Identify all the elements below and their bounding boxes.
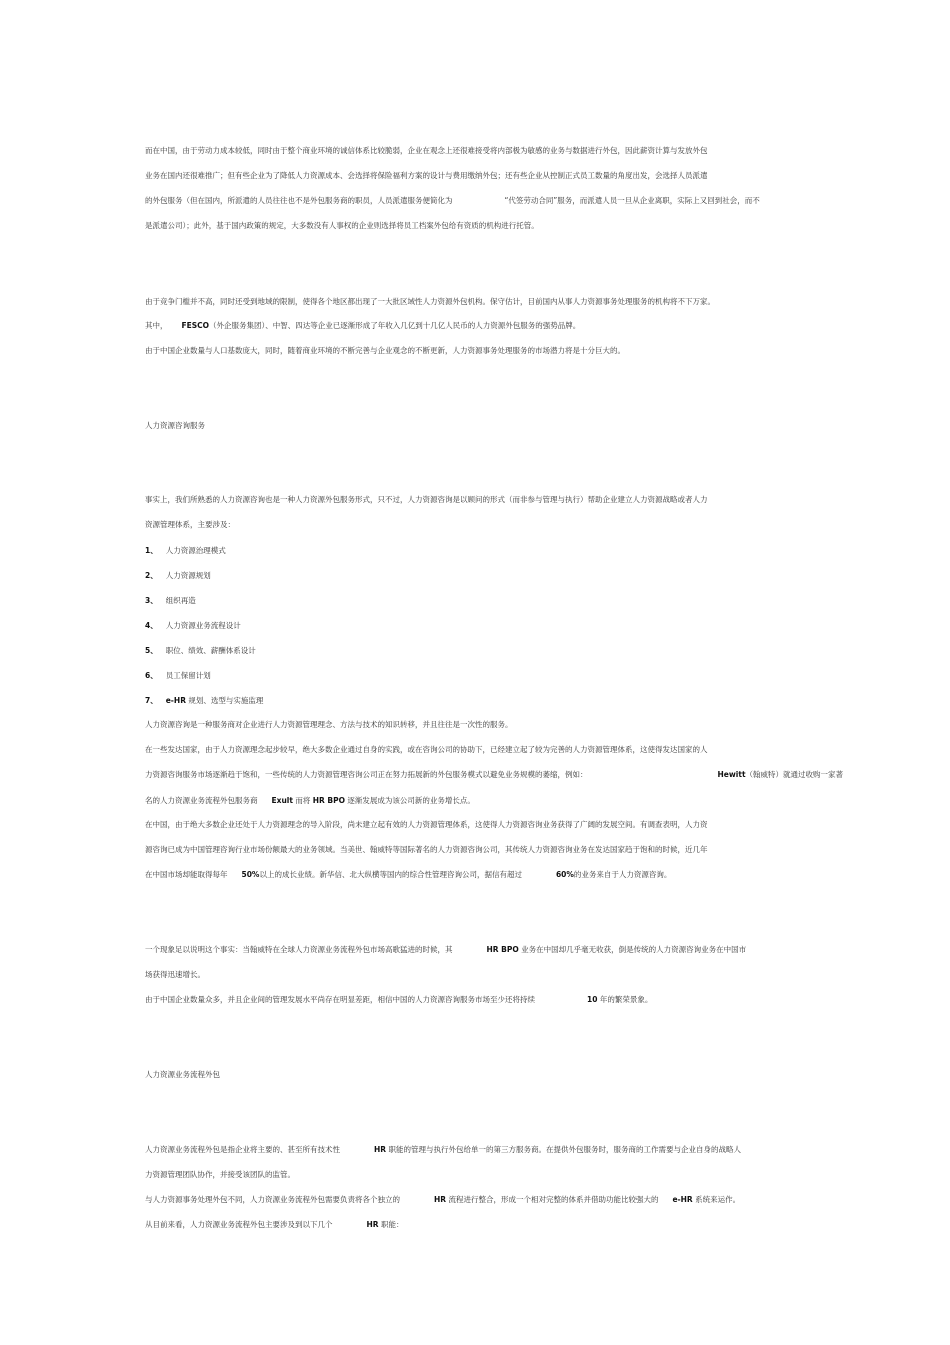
text-segment: 的外包服务（但在国内，所派遣的人员往往也不是外包服务商的职员，人员派遣服务便简化为 (145, 196, 453, 205)
text-line (145, 796, 805, 806)
text-line: 场获得迅速增长。 (145, 970, 205, 979)
text-line: 业务在国内还很难推广；但有些企业为了降低人力资源成本、会选择将保险福利方案的设计与费用缴纳外包；还有些企业从控制正式员工数量的角度出发，会选择人员派遣 (145, 171, 708, 180)
list-text: 职位、绩效、薪酬体系设计 (165, 646, 256, 655)
text-line (145, 1220, 805, 1230)
text-segment: 其中， (145, 321, 168, 330)
text-bold: 60% (555, 870, 574, 879)
text-segment: 力资源咨询服务市场逐渐趋于饱和，一些传统的人力资源管理咨询公司正在努力拓展新的外包服务模式以避免业务规模的萎缩，例如： (145, 770, 588, 779)
list-item (145, 621, 805, 631)
list-number: 2、 (145, 571, 158, 580)
text-segment: 业务在中国却几乎毫无收获，倒是传统的人力资源咨询业务在中国市 (521, 945, 747, 954)
list-number: 6、 (145, 671, 158, 680)
text-segment: 年的繁荣景象。 (599, 995, 653, 1004)
list-item (145, 646, 805, 656)
text-segment: （外企服务集团）、中智、四达等企业已逐渐形成了年收入几亿到十几亿人民币的人力资源外包服务的强势品牌。 (209, 321, 581, 330)
text-segment: ”服务，而派遣人员一旦从企业离职，实际上又回到社会，而不 (553, 196, 760, 205)
list-text: 规划、选型与实施监理 (188, 696, 264, 705)
list-item (145, 546, 805, 556)
text-bold: HR BPO (312, 796, 346, 805)
text-line: 的外包服务（但在国内，所派遣的人员往往也不是外包服务商的职员，人员派遣服务便简化为 “代签劳动合同”服务，而派遣人员一旦从企业离职，实际上又回到社会，而不 (145, 196, 760, 205)
list-text: 人力资源业务流程设计 (165, 621, 241, 630)
text-segment: 以上的成长业绩。新华信、北大纵横等国内的综合性管理咨询公司，据信有超过 (259, 870, 522, 879)
text-segment: 与人力资源事务处理外包不同，人力资源业务流程外包需要负责将各个独立的 (145, 1195, 400, 1204)
text-segment: 代签劳动合同 (508, 196, 554, 205)
text-bold: HR (374, 1145, 387, 1154)
text-line: 人力资源咨询是一种服务商对企业进行人力资源管理理念、方法与技术的知识转移，并且往往是一次性的服务。 (145, 720, 513, 729)
list-item (145, 596, 805, 606)
list-text: 人力资源规划 (165, 571, 211, 580)
text-line: 由于中国企业数量与人口基数庞大，同时，随着商业环境的不断完善与企业观念的不断更新，人力资源事务处理服务的市场潜力将是十分巨大的。 (145, 346, 625, 355)
text-segment: 而将 (295, 796, 311, 805)
text-line: 在一些发达国家，由于人力资源理念起步较早，绝大多数企业通过自身的实践，或在咨询公司的协助下，已经建立起了较为完善的人力资源管理体系，这使得发达国家的人 (145, 745, 708, 754)
text-line (145, 321, 805, 331)
text-segment: 一个现象足以说明这个事实：当翰威特在全球人力资源业务流程外包市场高歌猛进的时候，其 (145, 945, 453, 954)
list-number: 5、 (145, 646, 158, 655)
text-line (145, 1145, 805, 1155)
text-line: 源咨询已成为中国管理咨询行业市场份额最大的业务领域。当美世、翰威特等国际著名的人力资源咨询公司，其传统人力资源咨询业务在发达国家趋于饱和的时候，近几年 (145, 845, 708, 854)
text-bold: FESCO (181, 321, 210, 330)
section-heading: 人力资源业务流程外包 (145, 1070, 220, 1079)
text-segment: 的业务来自于人力资源咨询。 (573, 870, 672, 879)
text-bold: e-HR (672, 1195, 693, 1204)
text-segment: 逐渐发展成为该公司新的业务增长点。 (347, 796, 475, 805)
text-segment: 流程进行整合，形成一个相对完整的体系并借助功能比较强大的 (448, 1195, 659, 1204)
list-number: 4、 (145, 621, 158, 630)
text-line (145, 1195, 805, 1205)
section-heading: 人力资源咨询服务 (145, 421, 205, 430)
text-segment: 人力资源业务流程外包是指企业将主要的、甚至所有技术性 (145, 1145, 340, 1154)
list-number: 7、 (145, 696, 158, 705)
text-bold: 10 (587, 995, 598, 1004)
text-line: 事实上，我们所熟悉的人力资源咨询也是一种人力资源外包服务形式，只不过，人力资源咨询是以顾问的形式（而非参与管理与执行）帮助企业建立人力资源战略或者人力 (145, 495, 708, 504)
text-segment: 职能： (380, 1220, 404, 1229)
text-bold: 50% (241, 870, 260, 879)
text-line (145, 945, 805, 955)
text-line: 是派遣公司）；此外，基于国内政策的规定，大多数没有人事权的企业则选择将员工档案外包给有资质的机构进行托管。 (145, 221, 539, 230)
text-line (145, 995, 805, 1005)
text-bold: HR (366, 1220, 379, 1229)
text-segment: 名的人力资源业务流程外包服务商 (145, 796, 258, 805)
text-bold: HR (434, 1195, 447, 1204)
text-segment: 从目前来看，人力资源业务流程外包主要涉及到以下几个 (145, 1220, 333, 1229)
list-item (145, 671, 805, 681)
list-number: 3、 (145, 596, 158, 605)
list-text: 人力资源治理模式 (165, 546, 226, 555)
text-segment: （翰威特）就通过收购一家著 (745, 770, 844, 779)
text-segment: 由于中国企业数量众多，并且企业间的管理发展水平尚存在明显差距，相信中国的人力资源咨询服务市场至少还将持续 (145, 995, 535, 1004)
text-line (145, 770, 844, 780)
text-bold: e-HR (165, 696, 186, 705)
text-segment: 在中国市场却能取得每年 (145, 870, 228, 879)
text-segment: 系统来运作。 (695, 1195, 741, 1204)
list-number: 1、 (145, 546, 158, 555)
text-line: 而在中国，由于劳动力成本较低，同时由于整个商业环境的诚信体系比较脆弱，企业在观念上还很难接受将内部极为敏感的业务与数据进行外包，因此薪资计算与发放外包 (145, 146, 708, 155)
text-line: 由于竞争门槛并不高，同时还受到地域的限制，使得各个地区都出现了一大批区域性人力资源外包机构。保守估计，目前国内从事人力资源事务处理服务的机构将不下万家。 (145, 297, 715, 306)
text-line (145, 870, 805, 880)
text-bold: Hewitt (717, 770, 746, 779)
text-segment: 职能的管理与执行外包给单一的第三方服务商。在提供外包服务时，服务商的工作需要与企业自身的战略人 (388, 1145, 741, 1154)
text-line: 在中国，由于绝大多数企业还处于人力资源理念的导入阶段，尚未建立起有效的人力资源管理体系，这使得人力资源咨询业务获得了广阔的发展空间。有调查表明，人力资 (145, 820, 708, 829)
text-line: 力资源管理团队协作，并接受该团队的监管。 (145, 1170, 295, 1179)
text-line: 资源管理体系，主要涉及： (145, 520, 235, 529)
text-bold: Exult (271, 796, 293, 805)
list-item (145, 696, 805, 706)
list-item (145, 571, 805, 581)
text-bold: HR BPO (486, 945, 519, 954)
list-text: 员工保留计划 (165, 671, 211, 680)
list-text: 组织再造 (165, 596, 196, 605)
